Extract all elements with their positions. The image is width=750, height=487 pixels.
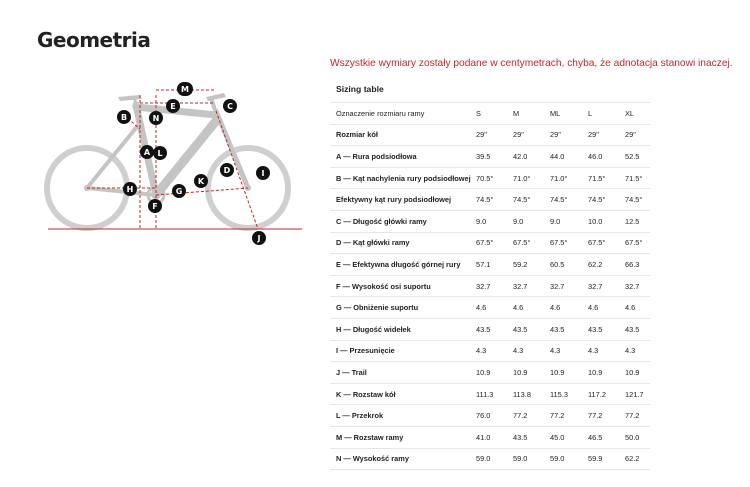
svg-text:B: B: [120, 113, 128, 122]
row-label: L — Przekrok: [330, 405, 476, 427]
row-label: J — Trail: [330, 362, 476, 384]
cell-value: 29": [625, 124, 650, 146]
cell-value: 67.5°: [476, 232, 513, 254]
row-label: A — Rura podsiodłowa: [330, 146, 476, 168]
cell-value: 52.5: [625, 146, 650, 168]
table-row: [330, 318, 650, 340]
row-label: E — Efektywna długość górnej rury: [330, 254, 476, 276]
cell-value: 74.5°: [476, 189, 513, 211]
marker-a: [140, 145, 154, 159]
cell-value: 113.8: [513, 383, 550, 405]
row-label: I — Przesunięcie: [330, 340, 476, 362]
cell-value: 59.0: [513, 448, 550, 470]
table-row: [330, 448, 650, 470]
cell-value: 67.5°: [588, 232, 625, 254]
sizing-table-title: Sizing table: [336, 84, 384, 94]
svg-text:H: H: [126, 185, 134, 194]
svg-text:C: C: [227, 102, 233, 111]
cell-value: 10.9: [476, 362, 513, 384]
table-row: [330, 405, 650, 427]
cell-value: 10.9: [625, 362, 650, 384]
cell-value: 10.9: [588, 362, 625, 384]
row-label: F — Wysokość osi suportu: [330, 275, 476, 297]
cell-value: 59.0: [476, 448, 513, 470]
cell-value: 76.0: [476, 405, 513, 427]
table-row: [330, 426, 650, 448]
marker-i: [256, 166, 270, 180]
marker-d: [220, 163, 234, 177]
cell-value: 4.6: [625, 297, 650, 319]
marker-g: [172, 184, 186, 198]
column-header: ML: [550, 103, 588, 125]
cell-value: 45.0: [550, 426, 588, 448]
svg-text:M: M: [181, 85, 189, 94]
table-header-row: [330, 103, 650, 125]
marker-e: [166, 99, 180, 113]
cell-value: 66.3: [625, 254, 650, 276]
svg-text:L: L: [157, 149, 163, 158]
cell-value: 74.5°: [588, 189, 625, 211]
cell-value: 43.5: [550, 318, 588, 340]
cell-value: 77.2: [550, 405, 588, 427]
marker-b: [117, 110, 131, 124]
table-row: [330, 340, 650, 362]
cell-value: 10.9: [513, 362, 550, 384]
cell-value: 29": [588, 124, 625, 146]
cell-value: 12.5: [625, 210, 650, 232]
cell-value: 60.5: [550, 254, 588, 276]
row-label: C — Długość główki ramy: [330, 210, 476, 232]
cell-value: 29": [513, 124, 550, 146]
cell-value: 32.7: [588, 275, 625, 297]
cell-value: 74.5°: [550, 189, 588, 211]
cell-value: 46.0: [588, 146, 625, 168]
cell-value: 77.2: [513, 405, 550, 427]
row-label: D — Kąt główki ramy: [330, 232, 476, 254]
cell-value: 43.5: [476, 318, 513, 340]
bike-geometry-diagram: [40, 75, 325, 250]
cell-value: 4.6: [513, 297, 550, 319]
table-row: [330, 362, 650, 384]
cell-value: 71.5°: [588, 167, 625, 189]
cell-value: 43.5: [625, 318, 650, 340]
cell-value: 32.7: [513, 275, 550, 297]
svg-text:K: K: [197, 177, 205, 186]
cell-value: 115.3: [550, 383, 588, 405]
cell-value: 59.2: [513, 254, 550, 276]
cell-value: 121.7: [625, 383, 650, 405]
cell-value: 71.5°: [625, 167, 650, 189]
table-row: [330, 254, 650, 276]
svg-text:N: N: [152, 114, 160, 123]
cell-value: 4.6: [588, 297, 625, 319]
cell-value: 32.7: [625, 275, 650, 297]
table-row: [330, 210, 650, 232]
table-row: [330, 275, 650, 297]
table-row: [330, 297, 650, 319]
cell-value: 42.0: [513, 146, 550, 168]
table-row: [330, 124, 650, 146]
cell-value: 9.0: [513, 210, 550, 232]
row-label: B — Kąt nachylenia rury podsiodłowej: [330, 167, 476, 189]
cell-value: 9.0: [476, 210, 513, 232]
cell-value: 62.2: [625, 448, 650, 470]
cell-value: 57.1: [476, 254, 513, 276]
cell-value: 71.0°: [550, 167, 588, 189]
cell-value: 44.0: [550, 146, 588, 168]
marker-c: [223, 99, 237, 113]
units-note: Wszystkie wymiary zostały podane w centymetrach, chyba, że adnotacja stanowi inaczej.: [330, 58, 733, 69]
cell-value: 70.5°: [476, 167, 513, 189]
table-row: [330, 167, 650, 189]
marker-l: [153, 146, 167, 160]
cell-value: 43.5: [513, 318, 550, 340]
cell-value: 10.9: [550, 362, 588, 384]
cell-value: 50.0: [625, 426, 650, 448]
row-label: Efektywny kąt rury podsiodłowej: [330, 189, 476, 211]
cell-value: 29": [550, 124, 588, 146]
cell-value: 4.3: [513, 340, 550, 362]
table-row: [330, 146, 650, 168]
row-label: H — Długość widełek: [330, 318, 476, 340]
column-header: XL: [625, 103, 650, 125]
svg-text:J: J: [257, 234, 261, 243]
cell-value: 39.5: [476, 146, 513, 168]
cell-value: 4.3: [550, 340, 588, 362]
column-header: L: [588, 103, 625, 125]
cell-value: 4.3: [476, 340, 513, 362]
column-header: M: [513, 103, 550, 125]
svg-text:E: E: [170, 102, 176, 111]
cell-value: 74.5°: [625, 189, 650, 211]
cell-value: 74.5°: [513, 189, 550, 211]
cell-value: 77.2: [625, 405, 650, 427]
marker-f: [148, 199, 162, 213]
cell-value: 41.0: [476, 426, 513, 448]
cell-value: 10.0: [588, 210, 625, 232]
cell-value: 71.0°: [513, 167, 550, 189]
svg-text:G: G: [175, 187, 183, 196]
cell-value: 111.3: [476, 383, 513, 405]
cell-value: 29": [476, 124, 513, 146]
table-row: [330, 232, 650, 254]
row-label: K — Rozstaw kół: [330, 383, 476, 405]
column-header: Oznaczenie rozmiaru ramy: [330, 103, 476, 125]
cell-value: 43.5: [513, 426, 550, 448]
marker-j: [252, 231, 266, 245]
table-row: [330, 383, 650, 405]
marker-n: [149, 111, 163, 125]
table-row: [330, 189, 650, 211]
row-label: G — Obniżenie suportu: [330, 297, 476, 319]
row-label: Rozmiar kół: [330, 124, 476, 146]
cell-value: 4.6: [550, 297, 588, 319]
sizing-table: [330, 102, 650, 470]
cell-value: 9.0: [550, 210, 588, 232]
cell-value: 77.2: [588, 405, 625, 427]
svg-text:F: F: [152, 202, 158, 211]
cell-value: 67.5°: [550, 232, 588, 254]
cell-value: 67.5°: [625, 232, 650, 254]
cell-value: 32.7: [476, 275, 513, 297]
cell-value: 4.3: [625, 340, 650, 362]
svg-text:D: D: [223, 166, 231, 175]
column-header: S: [476, 103, 513, 125]
marker-k: [194, 174, 208, 188]
cell-value: 59.0: [550, 448, 588, 470]
marker-h: [123, 182, 137, 196]
svg-text:I: I: [261, 169, 265, 178]
row-label: N — Wysokość ramy: [330, 448, 476, 470]
cell-value: 67.5°: [513, 232, 550, 254]
cell-value: 4.6: [476, 297, 513, 319]
svg-text:A: A: [143, 148, 151, 157]
marker-m: [177, 82, 193, 96]
page-title: Geometria: [37, 28, 151, 52]
cell-value: 4.3: [588, 340, 625, 362]
cell-value: 46.5: [588, 426, 625, 448]
cell-value: 43.5: [588, 318, 625, 340]
cell-value: 117.2: [588, 383, 625, 405]
cell-value: 59.9: [588, 448, 625, 470]
cell-value: 32.7: [550, 275, 588, 297]
cell-value: 62.2: [588, 254, 625, 276]
row-label: M — Rozstaw ramy: [330, 426, 476, 448]
